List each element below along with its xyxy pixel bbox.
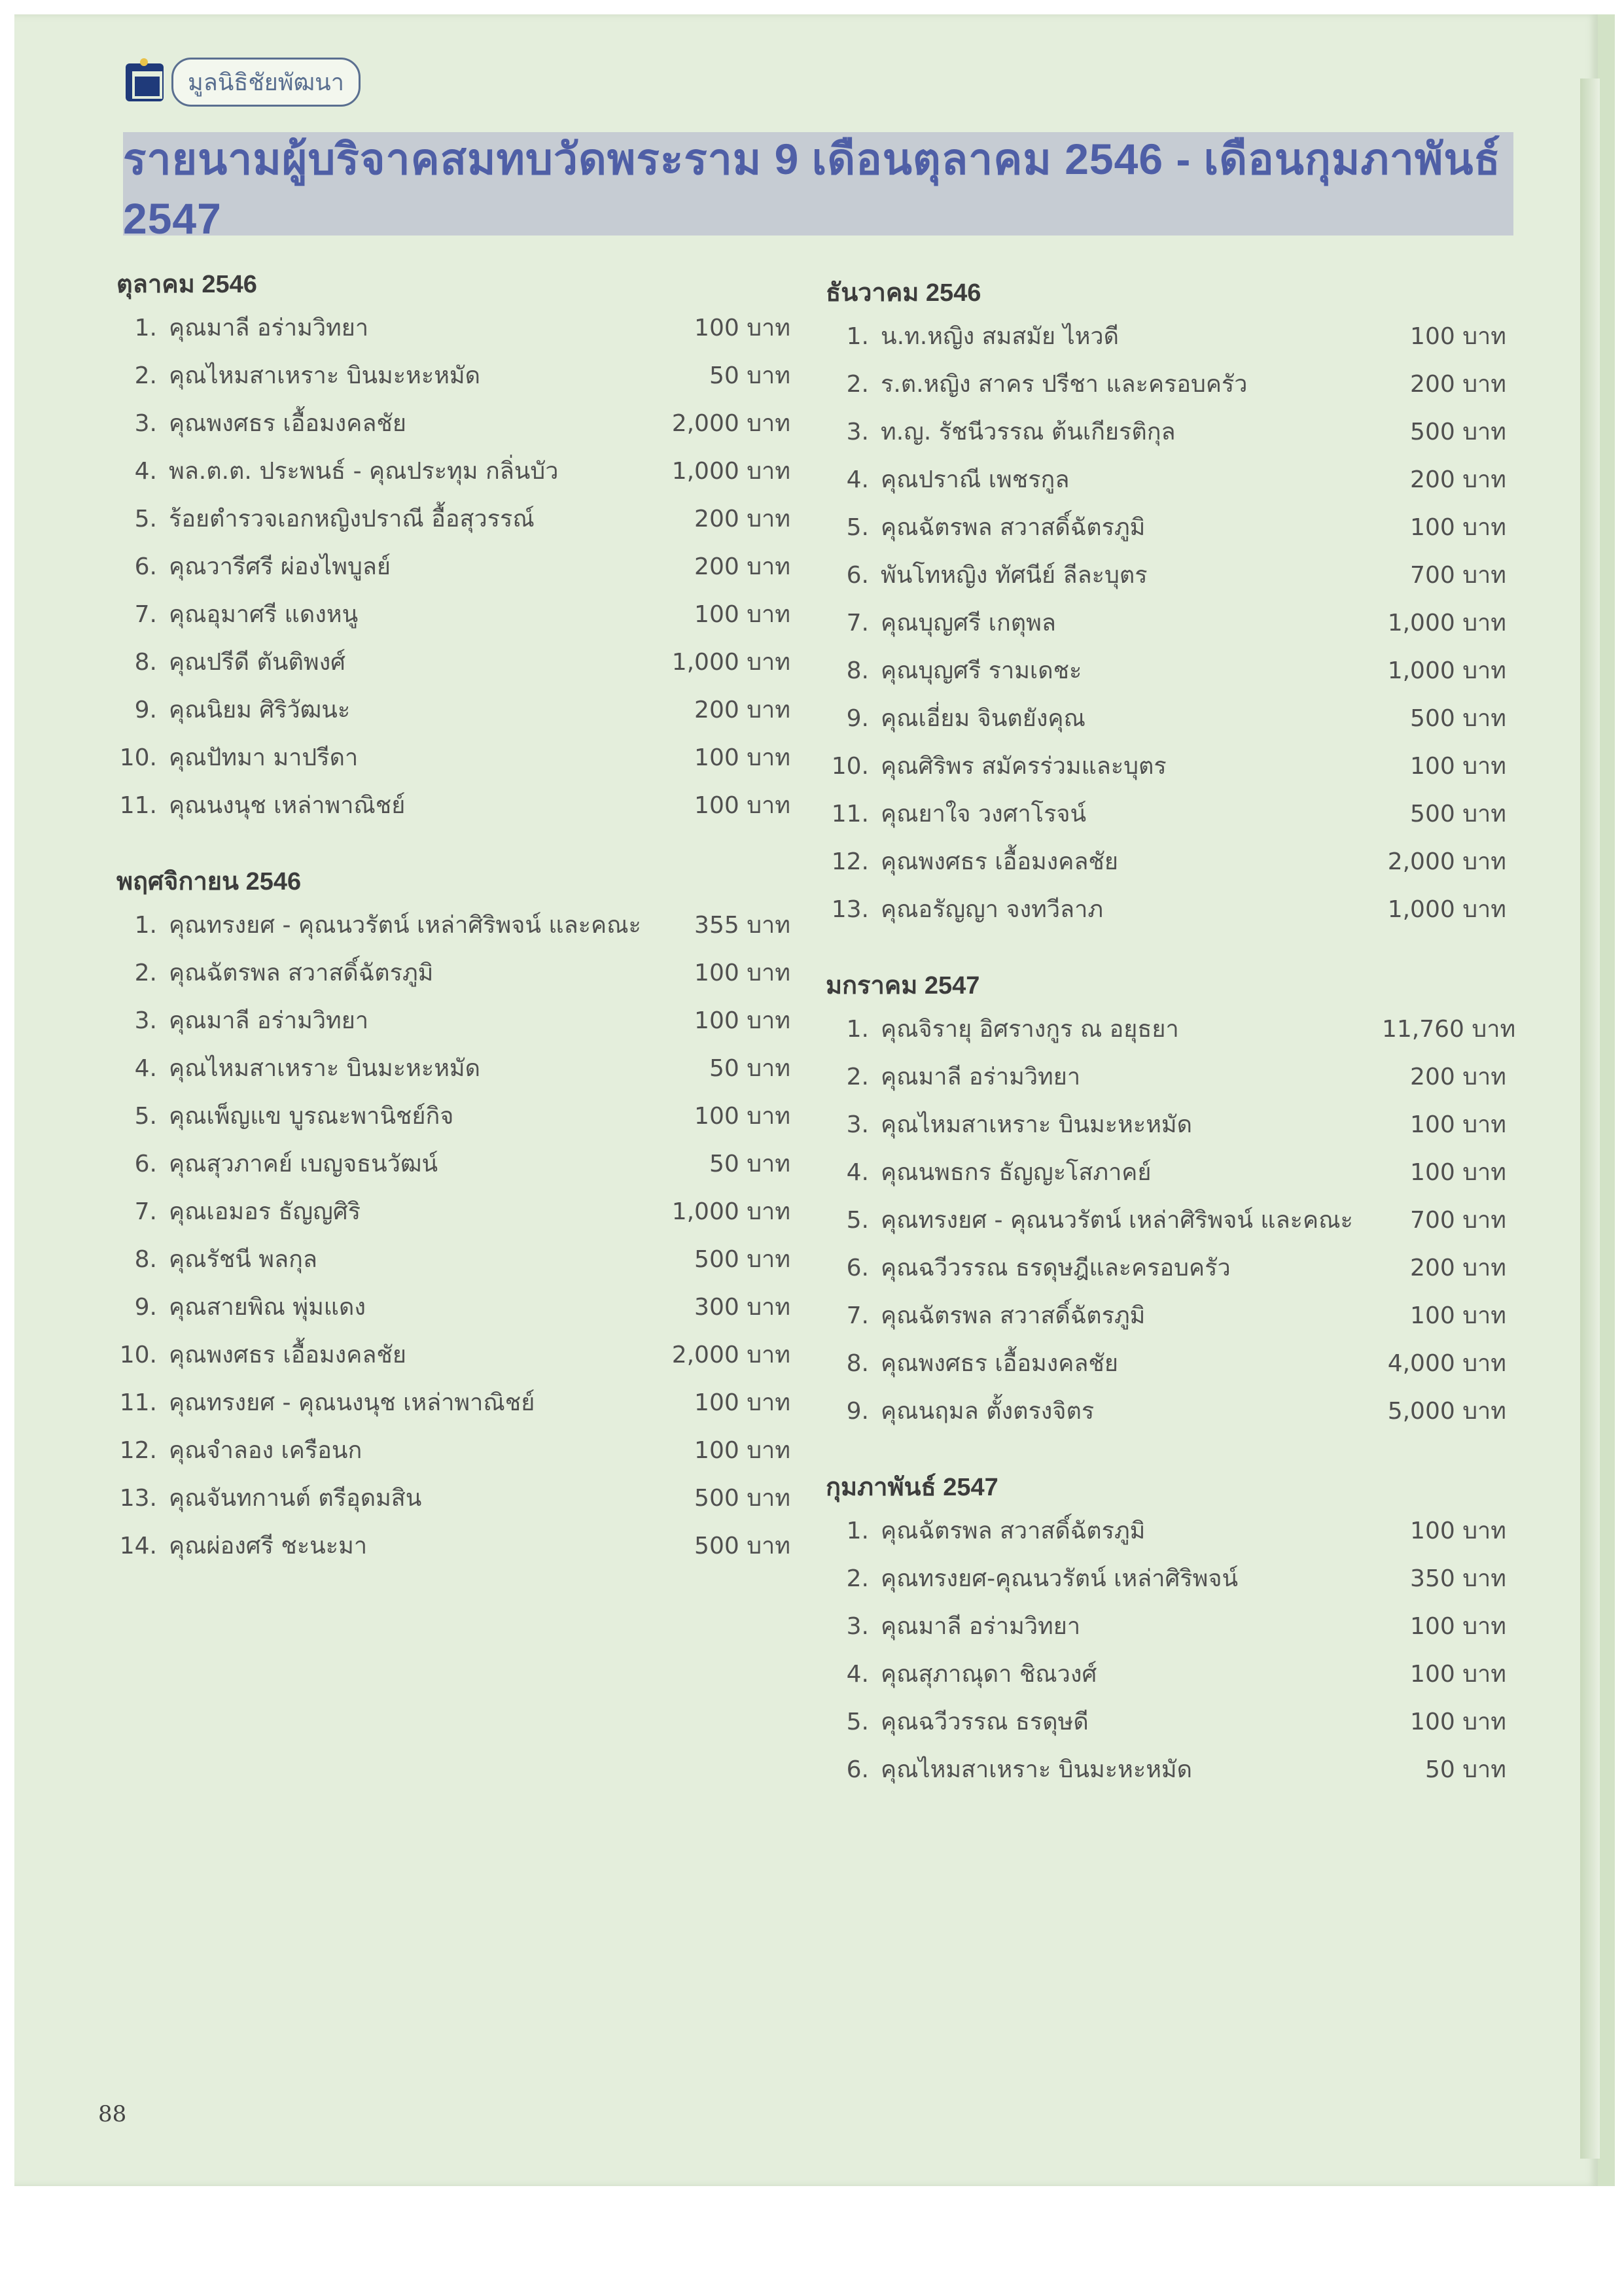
donor-name: คุณพงศธร เอื้อมงคลชัย xyxy=(169,410,406,437)
donation-amount: 50 บาท xyxy=(709,1151,790,1177)
row-number: 12. xyxy=(119,1437,157,1464)
donation-amount: 200 บาท xyxy=(1410,1064,1506,1090)
donor-name: คุณอุมาศรี แดงหนู xyxy=(169,601,359,628)
row-number: 6. xyxy=(846,1255,869,1281)
donor-row xyxy=(116,447,790,495)
donation-amount: 1,000 บาท xyxy=(1387,657,1506,684)
donation-amount: 200 บาท xyxy=(1410,1255,1506,1281)
row-number: 1. xyxy=(846,1016,869,1043)
donor-name: คุณทรงยศ - คุณนวรัตน์ เหล่าศิริพจน์ และคณะ xyxy=(881,1207,1353,1234)
donor-name: คุณมาลี อร่ามวิทยา xyxy=(169,315,369,341)
donor-name: คุณฉวีวรรณ ธรดุษดี xyxy=(881,1709,1089,1735)
month-heading: พฤศจิกายน 2546 xyxy=(116,868,302,896)
donation-amount: 100 บาท xyxy=(694,792,790,819)
row-number: 4. xyxy=(846,466,869,493)
donation-amount: 100 บาท xyxy=(1410,514,1506,541)
row-number: 8. xyxy=(846,657,869,684)
row-number: 6. xyxy=(846,1756,869,1783)
donation-amount: 1,000 บาท xyxy=(1387,610,1506,636)
row-number: 11. xyxy=(831,801,869,827)
row-number: 9. xyxy=(846,705,869,732)
row-number: 3. xyxy=(134,410,157,437)
donation-amount: 500 บาท xyxy=(694,1485,790,1512)
row-number: 1. xyxy=(134,912,157,939)
donor-row xyxy=(826,790,1506,838)
donation-amount: 100 บาท xyxy=(1410,1613,1506,1640)
row-number: 11. xyxy=(119,1389,157,1416)
donor-row xyxy=(826,1292,1506,1340)
donation-amount: 300 บาท xyxy=(694,1294,790,1321)
title-banner xyxy=(123,132,1513,243)
donor-row xyxy=(826,886,1506,933)
donation-amount: 2,000 บาท xyxy=(671,1342,790,1368)
donor-name: คุณสุภาณุดา ชิณวงศ์ xyxy=(881,1661,1097,1688)
row-number: 9. xyxy=(134,1294,157,1321)
row-number: 10. xyxy=(119,1342,157,1368)
foundation-emblem-icon xyxy=(126,63,164,101)
donor-row xyxy=(116,495,790,543)
donor-row xyxy=(116,1331,790,1379)
donor-row xyxy=(116,686,790,734)
donor-name: ท.ญ. รัชนีวรรณ ต้นเกียรติกุล xyxy=(881,419,1176,445)
row-number: 4. xyxy=(134,1055,157,1082)
month-heading: กุมภาพันธ์ 2547 xyxy=(826,1474,998,1501)
donor-row xyxy=(826,551,1506,599)
donor-row xyxy=(826,1603,1506,1650)
donor-name: คุณผ่องศรี ชะนะมา xyxy=(169,1533,368,1559)
donor-row xyxy=(116,782,790,829)
donation-amount: 100 บาท xyxy=(1410,1111,1506,1138)
donor-name: คุณจันทกานต์ ตรีอุดมสิน xyxy=(169,1485,422,1512)
month-heading: มกราคม 2547 xyxy=(826,972,980,1000)
donor-name: คุณรัชนี พลกุล xyxy=(169,1246,317,1273)
donor-row xyxy=(116,304,790,352)
donation-amount: 500 บาท xyxy=(694,1246,790,1273)
row-number: 5. xyxy=(846,1207,869,1234)
donor-row xyxy=(116,1379,790,1427)
page-number: 88 xyxy=(98,2101,127,2127)
donor-row xyxy=(116,638,790,686)
donor-name: คุณทรงยศ - คุณนวรัตน์ เหล่าศิริพจน์ และคณะ xyxy=(169,912,641,939)
month-section xyxy=(116,265,790,829)
logo-text: มูลนิธิชัยพัฒนา xyxy=(171,58,361,107)
donor-row xyxy=(116,400,790,447)
donor-name: คุณเอี่ยม จินตยังคุณ xyxy=(881,705,1086,732)
donor-row xyxy=(826,1149,1506,1196)
donation-amount: 100 บาท xyxy=(694,744,790,771)
donor-name: คุณปัทมา มาปรีดา xyxy=(169,744,359,771)
row-number: 9. xyxy=(846,1398,869,1425)
row-number: 3. xyxy=(134,1007,157,1034)
donor-row xyxy=(826,599,1506,647)
donation-amount: 200 บาท xyxy=(694,506,790,532)
donation-amount: 100 บาท xyxy=(694,1007,790,1034)
donor-name: คุณฉัตรพล สวาสดิ์ฉัตรภูมิ xyxy=(881,1302,1146,1329)
donation-amount: 1,000 บาท xyxy=(671,458,790,485)
row-number: 10. xyxy=(119,744,157,771)
donation-amount: 100 บาท xyxy=(694,1437,790,1464)
donor-row xyxy=(116,734,790,782)
donation-amount: 100 บาท xyxy=(694,1103,790,1130)
donor-name: คุณปราณี เพชรกูล xyxy=(881,466,1070,493)
donor-row xyxy=(116,1045,790,1092)
donor-name: คุณนงนุช เหล่าพาณิชย์ xyxy=(169,792,406,819)
row-number: 8. xyxy=(846,1350,869,1377)
row-number: 4. xyxy=(846,1159,869,1186)
donor-name: คุณฉัตรพล สวาสดิ์ฉัตรภูมิ xyxy=(169,960,434,986)
donation-amount: 4,000 บาท xyxy=(1387,1350,1506,1377)
donor-row xyxy=(116,1427,790,1474)
donor-name: คุณเอมอร ธัญญศิริ xyxy=(169,1198,361,1225)
donor-name: คุณจิรายุ อิศรางกูร ณ อยุธยา xyxy=(881,1016,1179,1043)
donor-name: คุณพงศธร เอื้อมงคลชัย xyxy=(881,848,1118,875)
donation-amount: 200 บาท xyxy=(1410,371,1506,398)
donor-row xyxy=(116,1283,790,1331)
donation-amount: 200 บาท xyxy=(694,553,790,580)
donor-row xyxy=(826,456,1506,504)
month-section xyxy=(826,1468,1506,1794)
donation-amount: 500 บาท xyxy=(1410,419,1506,445)
donor-row xyxy=(116,1188,790,1236)
row-number: 2. xyxy=(846,371,869,398)
month-section xyxy=(826,273,1506,933)
row-number: 3. xyxy=(846,419,869,445)
row-number: 3. xyxy=(846,1111,869,1138)
row-number: 2. xyxy=(846,1064,869,1090)
row-number: 7. xyxy=(846,610,869,636)
donor-row xyxy=(826,695,1506,742)
donor-row xyxy=(826,1101,1506,1149)
donation-amount: 2,000 บาท xyxy=(671,410,790,437)
donor-name: คุณมาลี อร่ามวิทยา xyxy=(881,1613,1081,1640)
row-number: 7. xyxy=(846,1302,869,1329)
donor-name: คุณบุญศรี รามเดชะ xyxy=(881,657,1082,684)
donor-name: คุณพงศธร เอื้อมงคลชัย xyxy=(881,1350,1118,1377)
donor-row xyxy=(826,1746,1506,1794)
donation-amount: 1,000 บาท xyxy=(1387,896,1506,923)
donor-row xyxy=(116,352,790,400)
row-number: 12. xyxy=(831,848,869,875)
donor-row xyxy=(826,647,1506,695)
donor-row xyxy=(826,838,1506,886)
donor-name: คุณสุวภาคย์ เบญจธนวัฒน์ xyxy=(169,1151,438,1177)
donation-amount: 500 บาท xyxy=(1410,801,1506,827)
donation-amount: 50 บาท xyxy=(709,1055,790,1082)
row-number: 6. xyxy=(846,562,869,589)
donation-amount: 500 บาท xyxy=(694,1533,790,1559)
donation-amount: 1,000 บาท xyxy=(671,1198,790,1225)
donor-row xyxy=(826,742,1506,790)
donor-name: คุณอรัญญา จงทวีลาภ xyxy=(881,896,1104,923)
donor-name: พันโทหญิง ทัศนีย์ ลีละบุตร xyxy=(881,562,1148,589)
donation-amount: 11,760 บาท xyxy=(1382,1016,1516,1043)
donor-name: คุณทรงยศ-คุณนวรัตน์ เหล่าศิริพจน์ xyxy=(881,1565,1239,1592)
donation-amount: 100 บาท xyxy=(1410,1709,1506,1735)
donor-row xyxy=(116,1092,790,1140)
row-number: 8. xyxy=(134,649,157,676)
donor-row xyxy=(116,1522,790,1570)
donation-amount: 200 บาท xyxy=(694,697,790,723)
donor-row xyxy=(826,408,1506,456)
row-number: 8. xyxy=(134,1246,157,1273)
donation-amount: 200 บาท xyxy=(1410,466,1506,493)
row-number: 10. xyxy=(831,753,869,780)
row-number: 9. xyxy=(134,697,157,723)
row-number: 2. xyxy=(846,1565,869,1592)
donor-row xyxy=(826,313,1506,360)
row-number: 1. xyxy=(134,315,157,341)
donor-row xyxy=(826,504,1506,551)
row-number: 2. xyxy=(134,362,157,389)
row-number: 7. xyxy=(134,1198,157,1225)
donor-row xyxy=(116,591,790,638)
row-number: 1. xyxy=(846,1518,869,1544)
donor-row xyxy=(826,1340,1506,1387)
donor-row xyxy=(826,1555,1506,1603)
foundation-logo xyxy=(126,58,361,107)
row-number: 5. xyxy=(134,506,157,532)
donor-name: คุณวารีศรี ผ่องไพบูลย์ xyxy=(169,553,391,580)
donation-amount: 100 บาท xyxy=(1410,753,1506,780)
donation-amount: 50 บาท xyxy=(709,362,790,389)
donor-name: คุณมาลี อร่ามวิทยา xyxy=(169,1007,369,1034)
donor-name: คุณฉวีวรรณ ธรดุษฎีและครอบครัว xyxy=(881,1255,1231,1281)
donor-row xyxy=(116,949,790,997)
donor-name: คุณพงศธร เอื้อมงคลชัย xyxy=(169,1342,406,1368)
donation-amount: 100 บาท xyxy=(1410,1159,1506,1186)
row-number: 11. xyxy=(119,792,157,819)
donor-name: คุณไหมสาเหราะ บินมะหะหมัด xyxy=(169,362,481,389)
donor-row xyxy=(826,1196,1506,1244)
donor-name: น.ท.หญิง สมสมัย ไหวดี xyxy=(881,323,1120,350)
month-section xyxy=(116,862,790,1570)
row-number: 13. xyxy=(119,1485,157,1512)
left-column xyxy=(116,265,790,1603)
page-edge-shadow xyxy=(1580,78,1600,2159)
donor-row xyxy=(116,901,790,949)
donation-amount: 100 บาท xyxy=(694,1389,790,1416)
donation-amount: 5,000 บาท xyxy=(1387,1398,1506,1425)
row-number: 4. xyxy=(134,458,157,485)
donation-amount: 100 บาท xyxy=(1410,1302,1506,1329)
donor-name: พล.ต.ต. ประพนธ์ - คุณประทุม กลิ่นบัว xyxy=(169,458,559,485)
donor-row xyxy=(116,1140,790,1188)
right-column xyxy=(826,273,1516,1826)
donor-name: ร.ต.หญิง สาคร ปรีชา และครอบครัว xyxy=(881,371,1248,398)
donation-amount: 100 บาท xyxy=(694,601,790,628)
donor-row xyxy=(826,1507,1506,1555)
donation-amount: 100 บาท xyxy=(694,315,790,341)
donation-amount: 700 บาท xyxy=(1410,562,1506,589)
donor-row xyxy=(826,1005,1516,1053)
row-number: 5. xyxy=(134,1103,157,1130)
row-number: 14. xyxy=(119,1533,157,1559)
row-number: 6. xyxy=(134,553,157,580)
donor-row xyxy=(826,1053,1506,1101)
row-number: 13. xyxy=(831,896,869,923)
donor-name: คุณสายพิณ พุ่มแดง xyxy=(169,1294,366,1321)
donor-name: คุณไหมสาเหราะ บินมะหะหมัด xyxy=(881,1756,1193,1783)
row-number: 5. xyxy=(846,1709,869,1735)
row-number: 5. xyxy=(846,514,869,541)
donor-name: คุณมาลี อร่ามวิทยา xyxy=(881,1064,1081,1090)
donor-row xyxy=(826,360,1506,408)
donor-name: คุณนพธกร ธัญญะโสภาคย์ xyxy=(881,1159,1152,1186)
page-title: รายนามผู้บริจาคสมทบวัดพระราม 9 เดือนตุลาคม 2546 - เดือนกุมภาพันธ์ 2547 xyxy=(123,134,1501,243)
donor-name: คุณบุญศรี เกตุพล xyxy=(881,610,1056,636)
donor-name: คุณนฤมล ตั้งตรงจิตร xyxy=(881,1398,1095,1425)
donor-name: คุณฉัตรพล สวาสดิ์ฉัตรภูมิ xyxy=(881,514,1146,541)
donor-row xyxy=(826,1387,1506,1435)
donation-amount: 50 บาท xyxy=(1424,1756,1506,1783)
row-number: 3. xyxy=(846,1613,869,1640)
donor-row xyxy=(116,1474,790,1522)
donor-name: คุณนิยม ศิริวัฒนะ xyxy=(169,697,351,723)
donor-name: คุณเพ็ญแข บูรณะพานิชย์กิจ xyxy=(169,1103,454,1130)
donor-name: คุณไหมสาเหราะ บินมะหะหมัด xyxy=(881,1111,1193,1138)
donation-amount: 700 บาท xyxy=(1410,1207,1506,1234)
donor-row xyxy=(116,997,790,1045)
donor-row xyxy=(116,1236,790,1283)
donation-amount: 355 บาท xyxy=(694,912,790,939)
donation-amount: 100 บาท xyxy=(694,960,790,986)
donation-amount: 100 บาท xyxy=(1410,1518,1506,1544)
month-heading: ตุลาคม 2546 xyxy=(116,271,257,298)
row-number: 2. xyxy=(134,960,157,986)
donor-row xyxy=(826,1650,1506,1698)
donor-name: คุณจำลอง เครือนก xyxy=(169,1437,362,1464)
donor-name: คุณทรงยศ - คุณนงนุช เหล่าพาณิชย์ xyxy=(169,1389,535,1416)
donor-row xyxy=(826,1244,1506,1292)
donor-row xyxy=(826,1698,1506,1746)
donation-amount: 100 บาท xyxy=(1410,1661,1506,1688)
month-section xyxy=(826,966,1516,1435)
row-number: 6. xyxy=(134,1151,157,1177)
row-number: 7. xyxy=(134,601,157,628)
row-number: 1. xyxy=(846,323,869,350)
donor-name: ร้อยตำรวจเอกหญิงปราณี อื้อสุวรรณ์ xyxy=(169,506,535,532)
donation-amount: 1,000 บาท xyxy=(671,649,790,676)
donor-name: คุณศิริพร สมัครร่วมและบุตร xyxy=(881,753,1167,780)
donation-amount: 500 บาท xyxy=(1410,705,1506,732)
row-number: 4. xyxy=(846,1661,869,1688)
donation-amount: 350 บาท xyxy=(1410,1565,1506,1592)
donor-name: คุณยาใจ วงศาโรจน์ xyxy=(881,801,1087,827)
donor-name: คุณฉัตรพล สวาสดิ์ฉัตรภูมิ xyxy=(881,1518,1146,1544)
donor-row xyxy=(116,543,790,591)
donor-name: คุณไหมสาเหราะ บินมะหะหมัด xyxy=(169,1055,481,1082)
donation-amount: 2,000 บาท xyxy=(1387,848,1506,875)
donation-amount: 100 บาท xyxy=(1410,323,1506,350)
month-heading: ธันวาคม 2546 xyxy=(826,279,981,307)
donor-name: คุณปรีดี ตันติพงศ์ xyxy=(169,649,346,676)
